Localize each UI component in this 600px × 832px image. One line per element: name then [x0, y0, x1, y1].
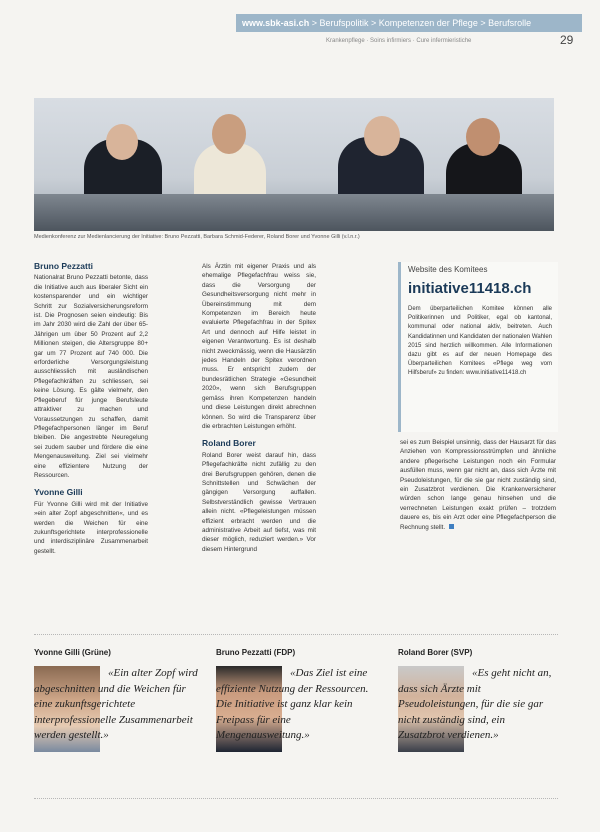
- quote-pezzatti: [216, 648, 391, 741]
- heading-pezzatti: Bruno Pezzatti: [34, 261, 94, 271]
- infobox-accent-bar: [398, 262, 401, 432]
- text-middle: Als Ärztin mit eigener Praxis und als ehemalige Pflegefachfrau weiss sie, dass die Versorgung der Gesundheitsversorgung nicht mehr in Übereinstimmung mit dem Kompetenzen im Bereich heute evaluierte Pflegefachfrau in der Spitex Art und dennoch auf Hilfe leistet in eigenen Verantwortung. Es ist deshalb nicht zweckmässig, wenn die Hausärztin jedes Handeln der Spitex verordnen muss. Er entspricht zudem der bundesrätlichen Strategie «Gesundheit 2020», wenn sich Berufsgruppen gemäss ihren Kompetenzen handeln und diese Leistungen direkt abrechnen können. So wird die Transparenz über die erbrachten Leistungen erhöht.: [202, 263, 316, 430]
- text-borer: Roland Borer weist darauf hin, dass Pflegefachkräfte nicht zufällig zu den drei Berufsgruppen gehören, denen die Schnittstellen und Schwächen der gängigen Versorgung auffallen. Selbstverständlich gewisse Vertrauen allein nicht. «Pflegeleistungen müssen effizient erbracht werden und die administrative Arbeit auf tiefst, was mit dieser möglich, reduziert werden.» Vor diesem Hintergrund: [202, 451, 316, 553]
- conference-table: [34, 194, 554, 231]
- quote-borer: [398, 648, 558, 741]
- head-1: [106, 124, 138, 160]
- head-3: [364, 116, 400, 156]
- website-infobox: [398, 262, 558, 432]
- quote-name-gilli: Yvonne Gilli (Grüne): [34, 648, 111, 657]
- page-number: 29: [560, 33, 574, 47]
- quote-name-borer: Roland Borer (SVP): [398, 648, 473, 657]
- column-left: [34, 262, 148, 556]
- head-2: [212, 114, 246, 154]
- quote-name-pezzatti: Bruno Pezzatti (FDP): [216, 648, 296, 657]
- breadcrumb: > Berufspolitik > Kompetenzen der Pflege > Berufsrolle: [311, 18, 532, 28]
- text-right: sei es zum Beispiel unsinnig, dass der Hausarzt für das Anziehen von Kompressionsstrümpfen und ähnliche andere pflegerische Leistungen noch ein Formular ausfüllen muss, wenn gar nicht an, dass sich Ärzte mit Pseudoleistungen, für die sie gar nicht zuständig sind, ein Zusatzbrot verdienen. Die Krankenversicherer würden schon lange genau hinsehen und die verrechneten Leistungen exakt prüfen – trotzdem dauere es, bis ein Arzt oder eine Pflegefachperson die Rechnung stellt.: [400, 439, 556, 531]
- end-of-article-icon: [449, 524, 454, 529]
- text-gilli: Für Yvonne Gilli wird mit der Initiative »ein alter Zopf abgeschnitten«, und es werden die Weichen für eine zukunftsgerichtete interprofessionelle und interdisziplinäre Zusammenarbeit gestellt.: [34, 500, 148, 555]
- infobox-text: Dem überparteilichen Komitee können alle Politikerinnen und Politiker, egal ob kantonal, kommunal oder national aktiv, beitreten. Auch Kandidatinnen und Kandidaten der nationalen Wahlen 2015 sind herzlich willkommen. Alle Informationen dazu gibt es auf der neuen Homepage des Überparteilichen Komitees «Pflege weg vom Hilfsberuf» zu finden: www.initiative11418.ch: [408, 306, 552, 377]
- quote-text-pezzatti: «Das Ziel ist eine effiziente Nutzung der Ressourcen. Die Initiative ist ganz klar kein Freipass für eine Mengenausweitung.»: [216, 667, 369, 741]
- photo-caption: Medienkonferenz zur Medienlancierung der Initiative: Bruno Pezzatti, Barbara Schmid-Federer, Roland Borer und Yvonne Gilli (v.l.n.r.): [34, 234, 360, 240]
- heading-gilli: Yvonne Gilli: [34, 487, 83, 498]
- initiative-url-link[interactable]: initiative11418.ch: [408, 280, 532, 297]
- top-banner: [236, 14, 582, 32]
- site-link[interactable]: www.sbk-asi.ch: [242, 18, 310, 28]
- column-middle: [202, 262, 316, 554]
- quote-text-borer: «Es geht nicht an, dass sich Ärzte mit Pseudoleistungen, für die sie gar nicht zuständig sind, ein Zusatzbrot verdienen.»: [398, 667, 552, 741]
- quote-divider-bottom: [34, 798, 558, 799]
- running-title: Krankenpflege · Soins infirmiers · Cure infermieristiche: [326, 38, 472, 44]
- quote-divider-top: [34, 634, 558, 635]
- text-pezzatti: Nationalrat Bruno Pezzatti betonte, dass die Initiative auch aus liberaler Sicht ein kostensparender und ein wichtiger Schritt zur Sozialversicherungsreform ist. Die Prognosen seien eindeutig: Bis im Jahr 2030 wird die Zahl der über 65-Jährigen um über 50 Prozent auf 2,2 Millionen steigen, die Altersgruppe 80+ gar um 77 Prozent auf 740 000. Die erforderliche Versorgungsleistung ausschliesslich mit ausländischen Pflegefachkräften zu schliessen, sei keine Lösung. Es gälte vielmehr, den Pflegeberuf für junge Berufsleute attraktiver zu machen und Voraussetzungen zu schaffen, damit Pflegefachpersonen länger im Beruf bleiben. Die angestrebte Neuregelung sei zudem sauber und fördere die eine Mengenausweitung. Ziel sei vielmehr eine effizientere Nutzung der Ressourcen.: [34, 274, 148, 479]
- infobox-label: Website des Komitees: [408, 265, 488, 274]
- quote-gilli: [34, 648, 209, 741]
- column-right: [400, 438, 556, 532]
- quote-text-gilli: «Ein alter Zopf wird abgeschnitten und die Weichen für eine zukunftsgerichtete interprofessionelle Zusammenarbeit werden gestellt.»: [34, 667, 198, 741]
- heading-borer: Roland Borer: [202, 438, 256, 449]
- press-conference-photo: [34, 98, 554, 231]
- head-4: [466, 118, 500, 156]
